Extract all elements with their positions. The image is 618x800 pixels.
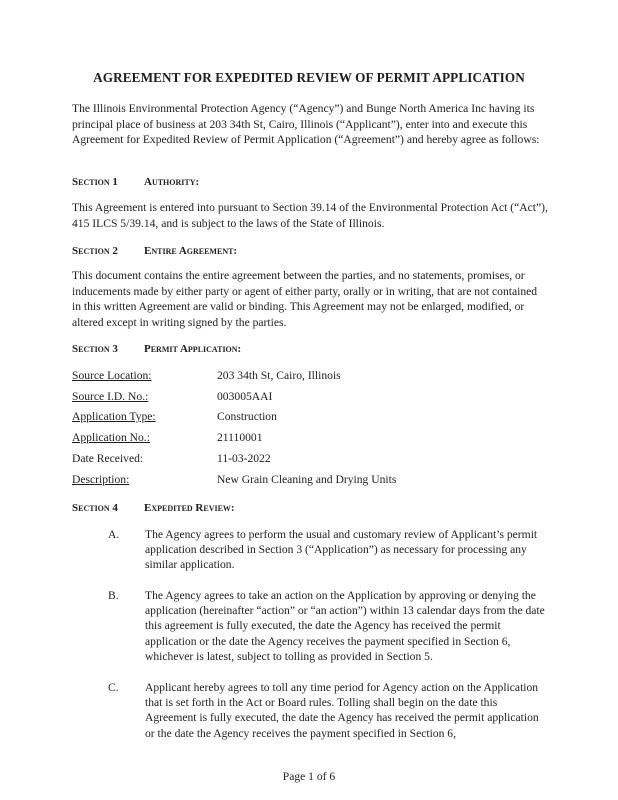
section-1-body: This Agreement is entered into pursuant to Section 39.14 of the Environmental Protection Act (“Act”), 415 ILCS 5/39.14, and is subject to the laws of the State of Illinois. <box>72 201 548 230</box>
section-title: Expedited Review: <box>144 502 235 514</box>
field-label: Date Received: <box>72 452 144 465</box>
item-text: Applicant hereby agrees to toll any time period for Agency action on the Application that is set forth in the Act or Board rules. Tolling shall begin on the date this Agreement is fully executed, the date the Agency has received the permit application or the date the Agency receives the payment specified in Section 6, <box>145 681 539 740</box>
field-value: 203 34th St, Cairo, Illinois <box>217 369 341 382</box>
item-text: The Agency agrees to take an action on the Application by approving or denying the application (hereinafter “action” or “an action”) within 13 calendar days from the date this agreement is fully executed, the date the Agency has received the permit application or the date the Agency receives the payment specified in Section 6, whichever is latest, subject to tolling as provided in Section 5. <box>145 589 545 663</box>
section-number: Section 1 <box>72 176 118 188</box>
intro-paragraph: The Illinois Environmental Protection Agency (“Agency”) and Bunge North America Inc having its principal place of business at 203 34th St, Cairo, Illinois (“Applicant”), enter into and execute this Agreement for Expedited Review of Permit Application (“Agreement”) and hereby agree as follows: <box>72 102 540 146</box>
field-source-id <box>72 390 272 403</box>
section-number: Section 2 <box>72 245 118 257</box>
item-letter: B. <box>108 589 119 602</box>
section-1-heading <box>72 176 199 188</box>
field-label: Source Location: <box>72 369 152 382</box>
section-2-heading <box>72 245 237 257</box>
section-number: Section 4 <box>72 502 118 514</box>
field-value: New Grain Cleaning and Drying Units <box>217 473 397 486</box>
field-value: Construction <box>217 410 277 423</box>
section-title: Entire Agreement: <box>144 245 238 257</box>
section-2-body: This document contains the entire agreement between the parties, and no statements, promises, or inducements made by either party or agent of either party, orally or in writing, that are not contained in this written Agreement are valid or binding. This Agreement may not be enlarged, modified, or altered except in writing signed by the parties. <box>72 269 538 329</box>
field-description <box>72 473 396 486</box>
field-date-received <box>72 452 271 465</box>
field-label: Source I.D. No.: <box>72 390 149 403</box>
section-title: Authority: <box>144 176 200 188</box>
field-label: Application Type: <box>72 410 156 423</box>
field-source-location <box>72 369 341 382</box>
section-3-heading <box>72 343 241 355</box>
item-letter: A. <box>108 528 120 541</box>
field-value: 003005AAI <box>217 390 273 403</box>
page-number: Page 1 of 6 <box>282 770 336 783</box>
field-value: 11-03-2022 <box>217 452 271 465</box>
field-application-no <box>72 431 263 444</box>
section-4-heading <box>72 502 235 514</box>
document-title: AGREEMENT FOR EXPEDITED REVIEW OF PERMIT APPLICATION <box>93 70 525 85</box>
item-text: The Agency agrees to perform the usual and customary review of Applicant’s permit application described in Section 3 (“Application”) as necessary for processing any similar application. <box>145 528 538 572</box>
section-number: Section 3 <box>72 343 118 355</box>
field-application-type <box>72 410 277 423</box>
field-value: 21110001 <box>217 431 263 444</box>
item-letter: C. <box>108 681 119 694</box>
field-label: Application No.: <box>72 431 150 444</box>
field-label: Description: <box>72 473 130 486</box>
section-title: Permit Application: <box>144 343 242 355</box>
